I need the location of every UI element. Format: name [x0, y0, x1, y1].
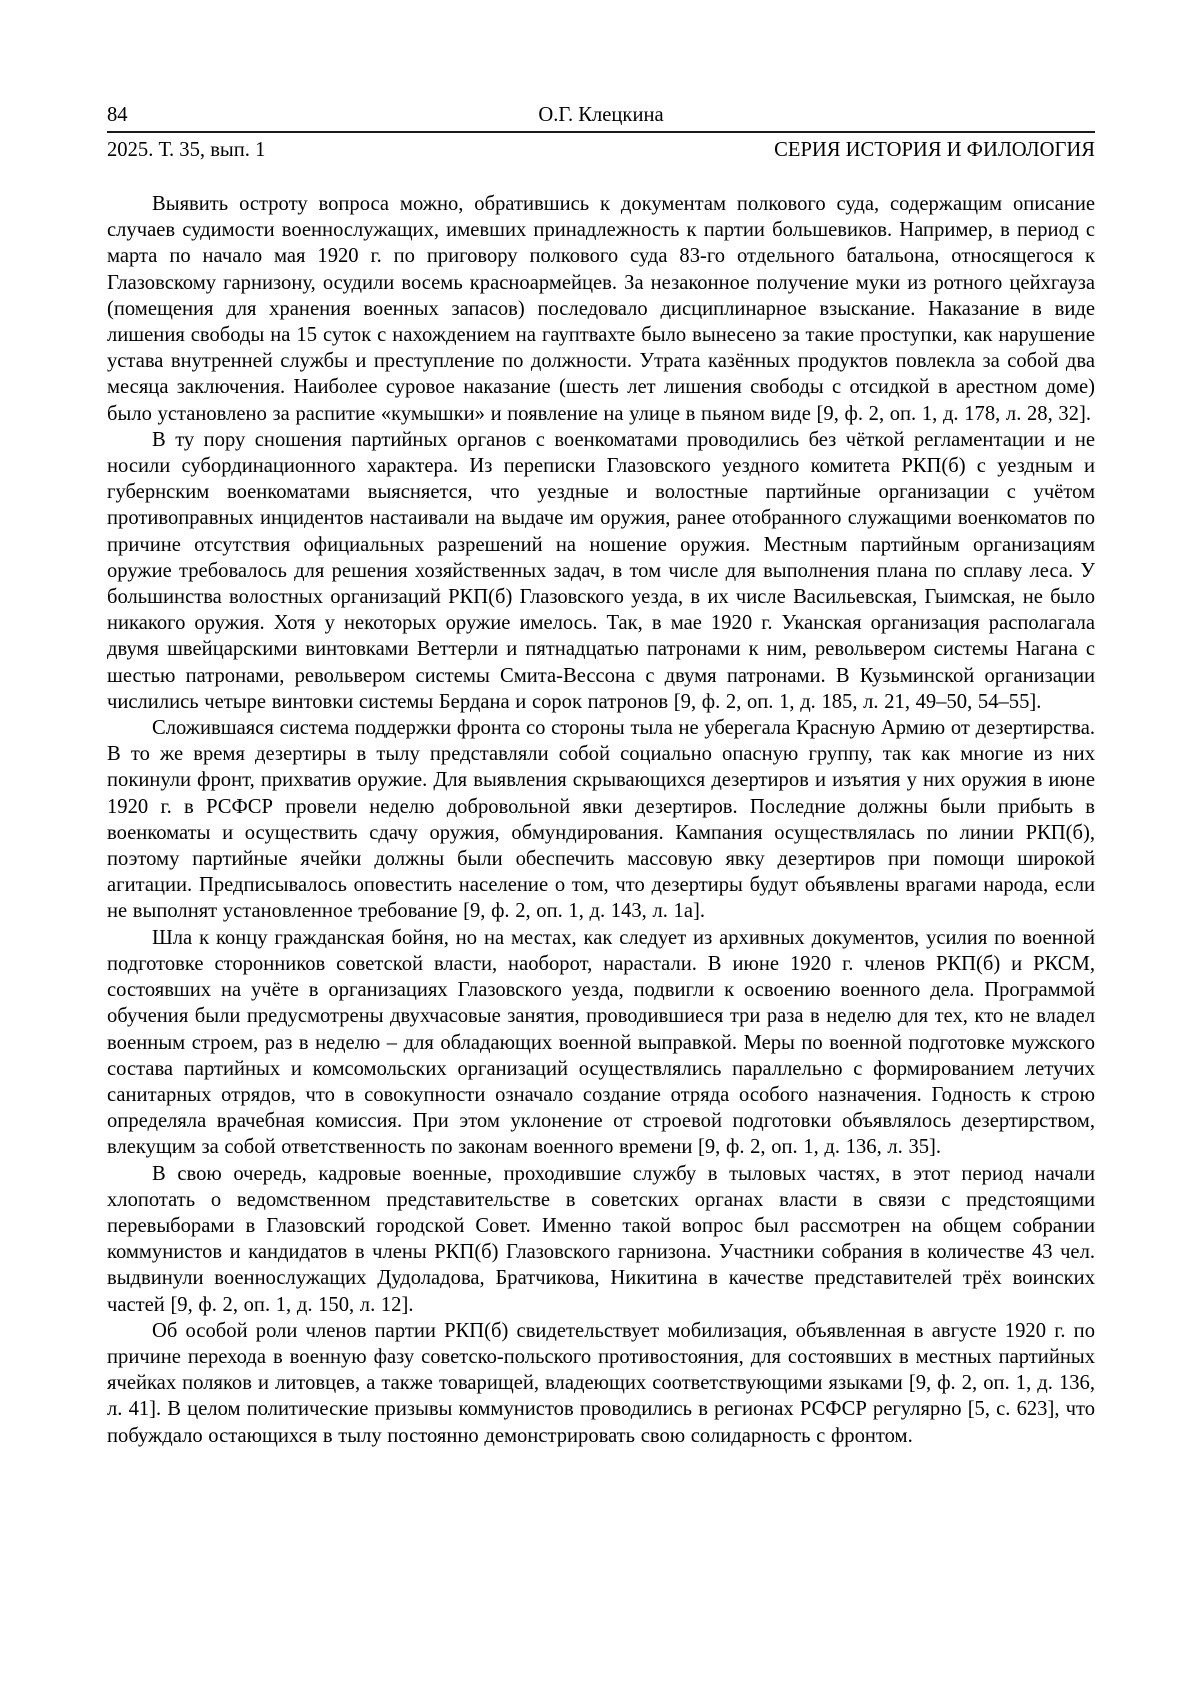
body-paragraph: Об особой роли членов партии РКП(б) свидетельствует мобилизация, объявленная в августе 1920 г. по причине перехода в военную фазу советско-польского противостояния, для состоявших в местных партийных ячейках поляков и литовцев, а также товарищей, владеющих соответствующими языками [9, ф. 2, оп. 1, д. 136, л. 41]. В целом политические призывы коммунистов проводились в регионах РСФСР регулярно [5, с. 623], что побуждало остающихся в тылу постоянно демонстрировать свою солидарность с фронтом. [107, 1319, 1095, 1447]
page-number: 84 [107, 104, 128, 126]
series-title: СЕРИЯ ИСТОРИЯ И ФИЛОЛОГИЯ [774, 139, 1095, 161]
body-paragraph: Сложившаяся система поддержки фронта со стороны тыла не уберегала Красную Армию от дезертирства. В то же время дезертиры в тылу представляли собой социально опасную группу, так как многие из них покинули фронт, прихватив оружие. Для выявления скрывающихся дезертиров и изъятия у них оружия в июне 1920 г. в РСФСР провели неделю добровольной явки дезертиров. Последние должны были прибыть в военкоматы и осуществить сдачу оружия, обмундирования. Кампания осуществлялась по линии РКП(б), поэтому партийные ячейки должны были обеспечить массовую явку дезертиров при помощи широкой агитации. Предписывалось оповестить население о том, что дезертиры будут объявлены врагами народа, если не выполнят установленное требование [9, ф. 2, оп. 1, д. 143, л. 1а]. [107, 717, 1095, 923]
running-head [107, 103, 1095, 128]
page-content [107, 103, 1095, 1449]
body-paragraph: В ту пору сношения партийных органов с военкоматами проводились без чёткой регламентации и не носили субординационного характера. Из переписки Глазовского уездного комитета РКП(б) с уездным и губернским военкоматами выясняется, что уездные и волостные партийные организации с учётом противоправных инцидентов настаивали на выдаче им оружия, ранее отобранного служащими военкоматов по причине отсутствия официальных разрешений на ношение оружия. Местным партийным организациям оружие требовалось для решения хозяйственных задач, в том числе для выполнения плана по сплаву леса. У большинства волостных организаций РКП(б) Глазовского уезда, в их числе Васильевская, Гыимская, не было никакого оружия. Хотя у некоторых оружие имелось. Так, в мае 1920 г. Уканская организация располагала двумя швейцарскими винтовками Веттерли и пятнадцатью патронами к ним, револьвером системы Нагана с шестью патронами, револьвером системы Смита-Вессона с двумя патронами. В Кузьминской организации числились четыре винтовки системы Бердана и сорок патронов [9, ф. 2, оп. 1, д. 185, л. 21, 49–50, 54–55]. [107, 428, 1095, 713]
article-body [107, 191, 1095, 1449]
body-paragraph: В свою очередь, кадровые военные, проходившие службу в тыловых частях, в этот период начали хлопотать о ведомственном представительстве в советских органах власти в связи с предстоящими перевыборами в Глазовский городской Совет. Именно такой вопрос был рассмотрен на общем собрании коммунистов и кандидатов в члены РКП(б) Глазовского гарнизона. Участники собрания в количестве 43 чел. выдвинули военнослужащих Дудоладова, Братчикова, Никитина в качестве представителей трёх воинских частей [9, ф. 2, оп. 1, д. 150, л. 12]. [107, 1162, 1095, 1316]
volume-issue-label: 2025. Т. 35, вып. 1 [107, 139, 266, 161]
running-head-author: О.Г. Клецкина [538, 104, 664, 126]
body-paragraph: Выявить остроту вопроса можно, обратившись к документам полкового суда, содержащим описание случаев судимости военнослужащих, имевших принадлежность к партии большевиков. Например, в период с марта по начало мая 1920 г. по приговору полкового суда 83-го отдельного батальона, относящегося к Глазовскому гарнизону, осудили восемь красноармейцев. За незаконное получение муки из ротного цейхгауза (помещения для хранения военных запасов) последовало дисциплинарное взыскание. Наказание в виде лишения свободы на 15 суток с нахождением на гауптвахте было вынесено за такие проступки, как нарушение устава внутренней службы и преступление по должности. Утрата казённых продуктов повлекла за собой два месяца заключения. Наиболее суровое наказание (шесть лет лишения свободы с отсидкой в арестном доме) было установлено за распитие «кумышки» и появление на улице в пьяном виде [9, ф. 2, оп. 1, д. 178, л. 28, 32]. [107, 193, 1095, 425]
issue-row [107, 138, 1095, 163]
body-paragraph: Шла к концу гражданская бойня, но на местах, как следует из архивных документов, усилия по военной подготовке сторонников советской власти, наоборот, нарастали. В июне 1920 г. членов РКП(б) и РКСМ, состоявших на учёте в организациях Глазовского уезда, подвигли к освоению военного дела. Программой обучения были предусмотрены двухчасовые занятия, проводившиеся три раза в неделю для тех, кто не владел военным строем, раз в неделю – для обладающих военной выправкой. Меры по военной подготовке мужского состава партийных и комсомольских организаций осуществлялись параллельно с формированием летучих санитарных отрядов, что в совокупности означало создание отряда особого назначения. Годность к строю определяла врачебная комиссия. При этом уклонение от строевой подготовки объявлялось дезертирством, влекущим за собой ответственность по законам военного времени [9, ф. 2, оп. 1, д. 136, л. 35]. [107, 926, 1095, 1159]
header-rule [107, 131, 1095, 133]
